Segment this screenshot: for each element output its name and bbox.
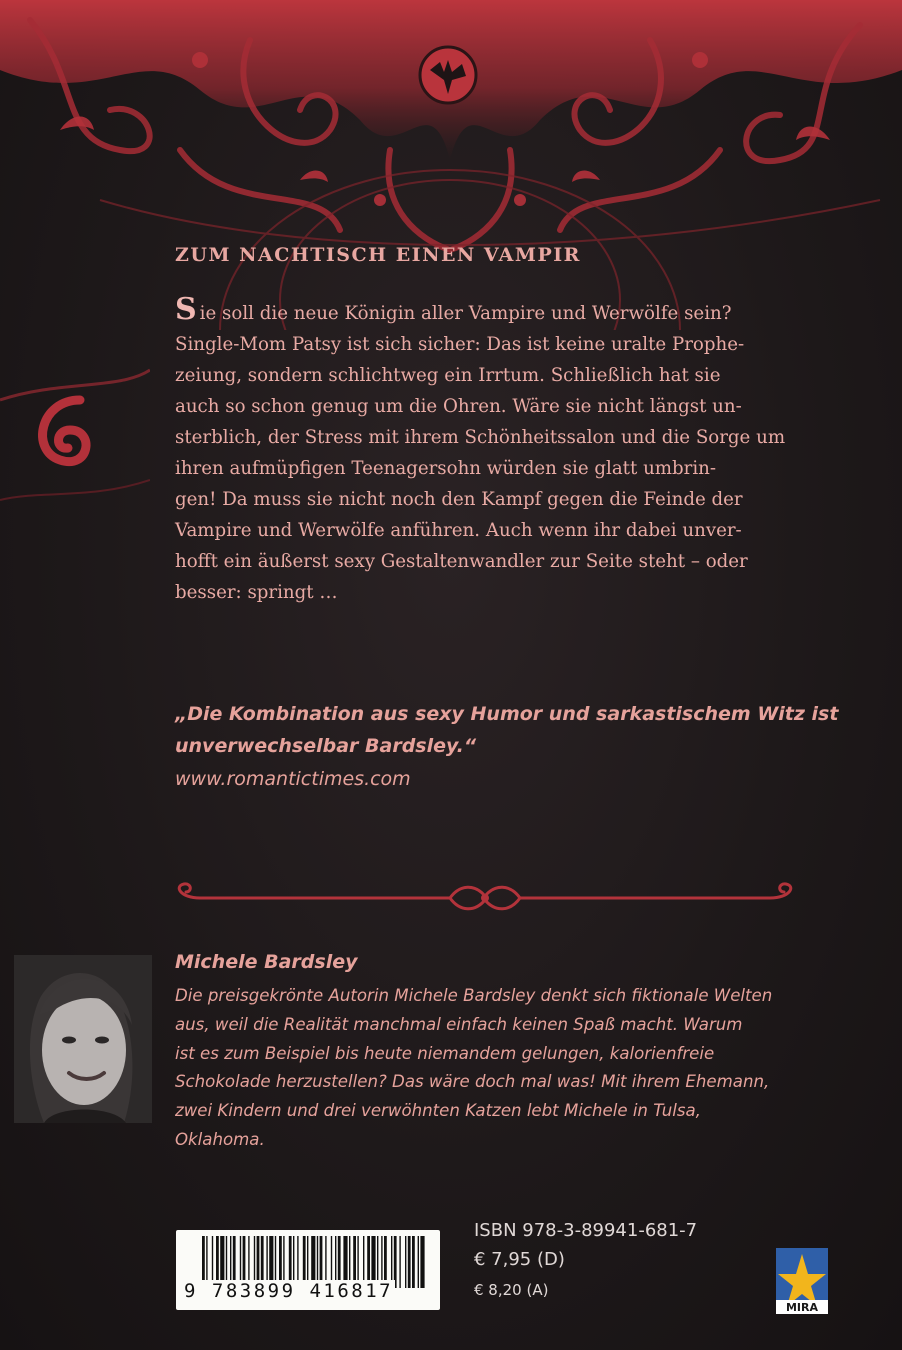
bio-line: ist es zum Beispiel bis heute niemandem gelungen, kalorienfreie [175,1043,715,1063]
barcode-bar [405,1236,406,1288]
publisher-logo-text: MIRA [785,1301,819,1314]
ornamental-divider [160,878,810,918]
publisher-logo [776,1248,828,1314]
barcode-bar [399,1236,400,1288]
blurb-line-1: Sie soll die neue Königin aller Vampire und Werwölfe sein? [175,292,732,327]
blurb-text [175,292,795,608]
blurb-line: Vampire und Werwölfe anführen. Auch wenn ihr dabei unver- [175,520,742,541]
author-name: Michele Bardsley [175,951,358,973]
blurb-line: sterblich, der Stress mit ihrem Schönheitssalon und die Sorge um [175,427,786,448]
quote-line: „Die Kombination aus sexy Humor und sarkastischem Witz ist [175,703,839,725]
quote-source: www.romantictimes.com [175,768,411,790]
bio-line: Schokolade herzustellen? Das wäre doch mal was! Mit ihrem Ehemann, [175,1072,770,1092]
bio-line: Oklahoma. [175,1129,265,1149]
price-germany: € 7,95 (D) [474,1249,565,1270]
blurb-line: auch so schon genug um die Ohren. Wäre sie nicht längst un- [175,396,742,417]
barcode [176,1230,440,1310]
isbn-number: ISBN 978-3-89941-681-7 [474,1220,698,1241]
blurb-line: hofft ein äußerst sexy Gestaltenwandler zur Seite steht – oder [175,551,748,572]
blurb-line: gen! Da muss sie nicht noch den Kampf gegen die Feinde der [175,489,743,510]
blurb-line: besser: springt … [175,582,338,603]
swirl-ornament-left [0,360,150,520]
review-quote [175,698,839,762]
quote-line: unverwechselbar Bardsley.“ [175,735,477,757]
price-austria: € 8,20 (A) [474,1281,549,1299]
barcode-bar [412,1236,415,1288]
barcode-bar [420,1236,424,1288]
dropcap: S [175,292,197,327]
blurb-line: zeiung, sondern schlichtweg ein Irrtum. Schließlich hat sie [175,365,721,386]
flourish-ornament-top [0,0,902,330]
blurb-line: Single-Mom Patsy ist sich sicher: Das ist keine uralte Prophe- [175,334,745,355]
isbn-price-block [474,1217,697,1305]
book-title: ZUM NACHTISCH EINEN VAMPIR [175,244,581,266]
blurb-line: ihren aufmüpfigen Teenagersohn würden sie glatt umbrin- [175,458,717,479]
barcode-digits: 9 783899 416817 [184,1280,394,1302]
barcode-bar [418,1236,419,1288]
bio-line: zwei Kindern und drei verwöhnten Katzen lebt Michele in Tulsa, [175,1101,701,1121]
bio-line: aus, weil die Realität manchmal einfach keinen Spaß macht. Warum [175,1014,743,1034]
bio-line: Die preisgekrönte Autorin Michele Bardsley denkt sich fiktionale Welten [175,986,773,1005]
author-bio [175,982,815,1155]
author-photo [14,955,152,1123]
barcode-bar [408,1236,411,1288]
